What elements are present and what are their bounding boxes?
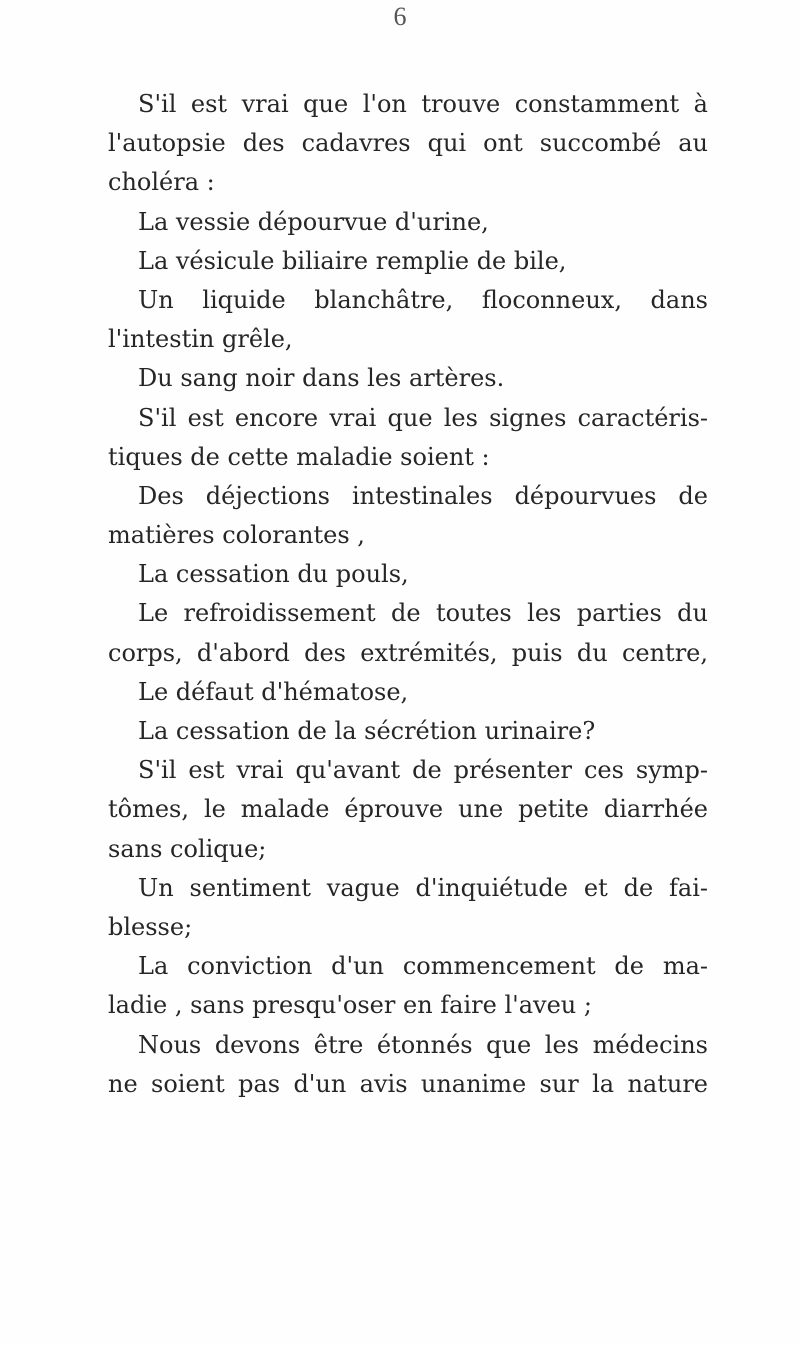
text-line: tômes, le malade éprouve une petite diarrhée (108, 795, 708, 824)
text-line: La cessation du pouls, (138, 560, 409, 589)
text-line: S'il est encore vrai que les signes caractéris- (138, 403, 708, 432)
text-line: Le refroidissement de toutes les parties du (138, 599, 708, 628)
text-line: ne soient pas d'un avis unanime sur la nature (108, 1069, 708, 1098)
text-line: l'autopsie des cadavres qui ont succombé au (108, 129, 708, 158)
text-line: Le défaut d'hématose, (138, 677, 409, 706)
text-line: blesse; (108, 912, 193, 941)
text-line: choléra : (108, 168, 215, 197)
text-line: Des déjections intestinales dépourvues de (138, 481, 708, 510)
text-line: Un liquide blanchâtre, floconneux, dans (138, 285, 708, 314)
text-line: La cessation de la sécrétion urinaire? (138, 717, 596, 745)
text-line: S'il est vrai que l'on trouve constamment à (138, 90, 708, 118)
text-line: Du sang noir dans les artères. (138, 364, 505, 393)
text-line: l'intestin grêle, (108, 325, 293, 354)
text-line: La vessie dépourvue d'urine, (138, 207, 489, 236)
body-text (108, 85, 708, 1104)
text-line: corps, d'abord des extrémités, puis du centre, (108, 638, 708, 667)
text-line: Un sentiment vague d'inquiétude et de fai- (138, 873, 708, 902)
text-line: tiques de cette maladie soient : (108, 442, 490, 471)
text-line: S'il est vrai qu'avant de présenter ces symp- (138, 756, 708, 785)
text-line: Nous devons être étonnés que les médecins (138, 1030, 708, 1059)
text-line: La vésicule biliaire remplie de bile, (138, 246, 567, 275)
text-line: ladie , sans presqu'oser en faire l'aveu ; (108, 991, 592, 1020)
page-number: 6 (393, 2, 407, 31)
text-line: sans colique; (108, 834, 267, 863)
text-line: La conviction d'un commencement de ma- (138, 952, 708, 981)
text-line: matières colorantes , (108, 521, 365, 550)
